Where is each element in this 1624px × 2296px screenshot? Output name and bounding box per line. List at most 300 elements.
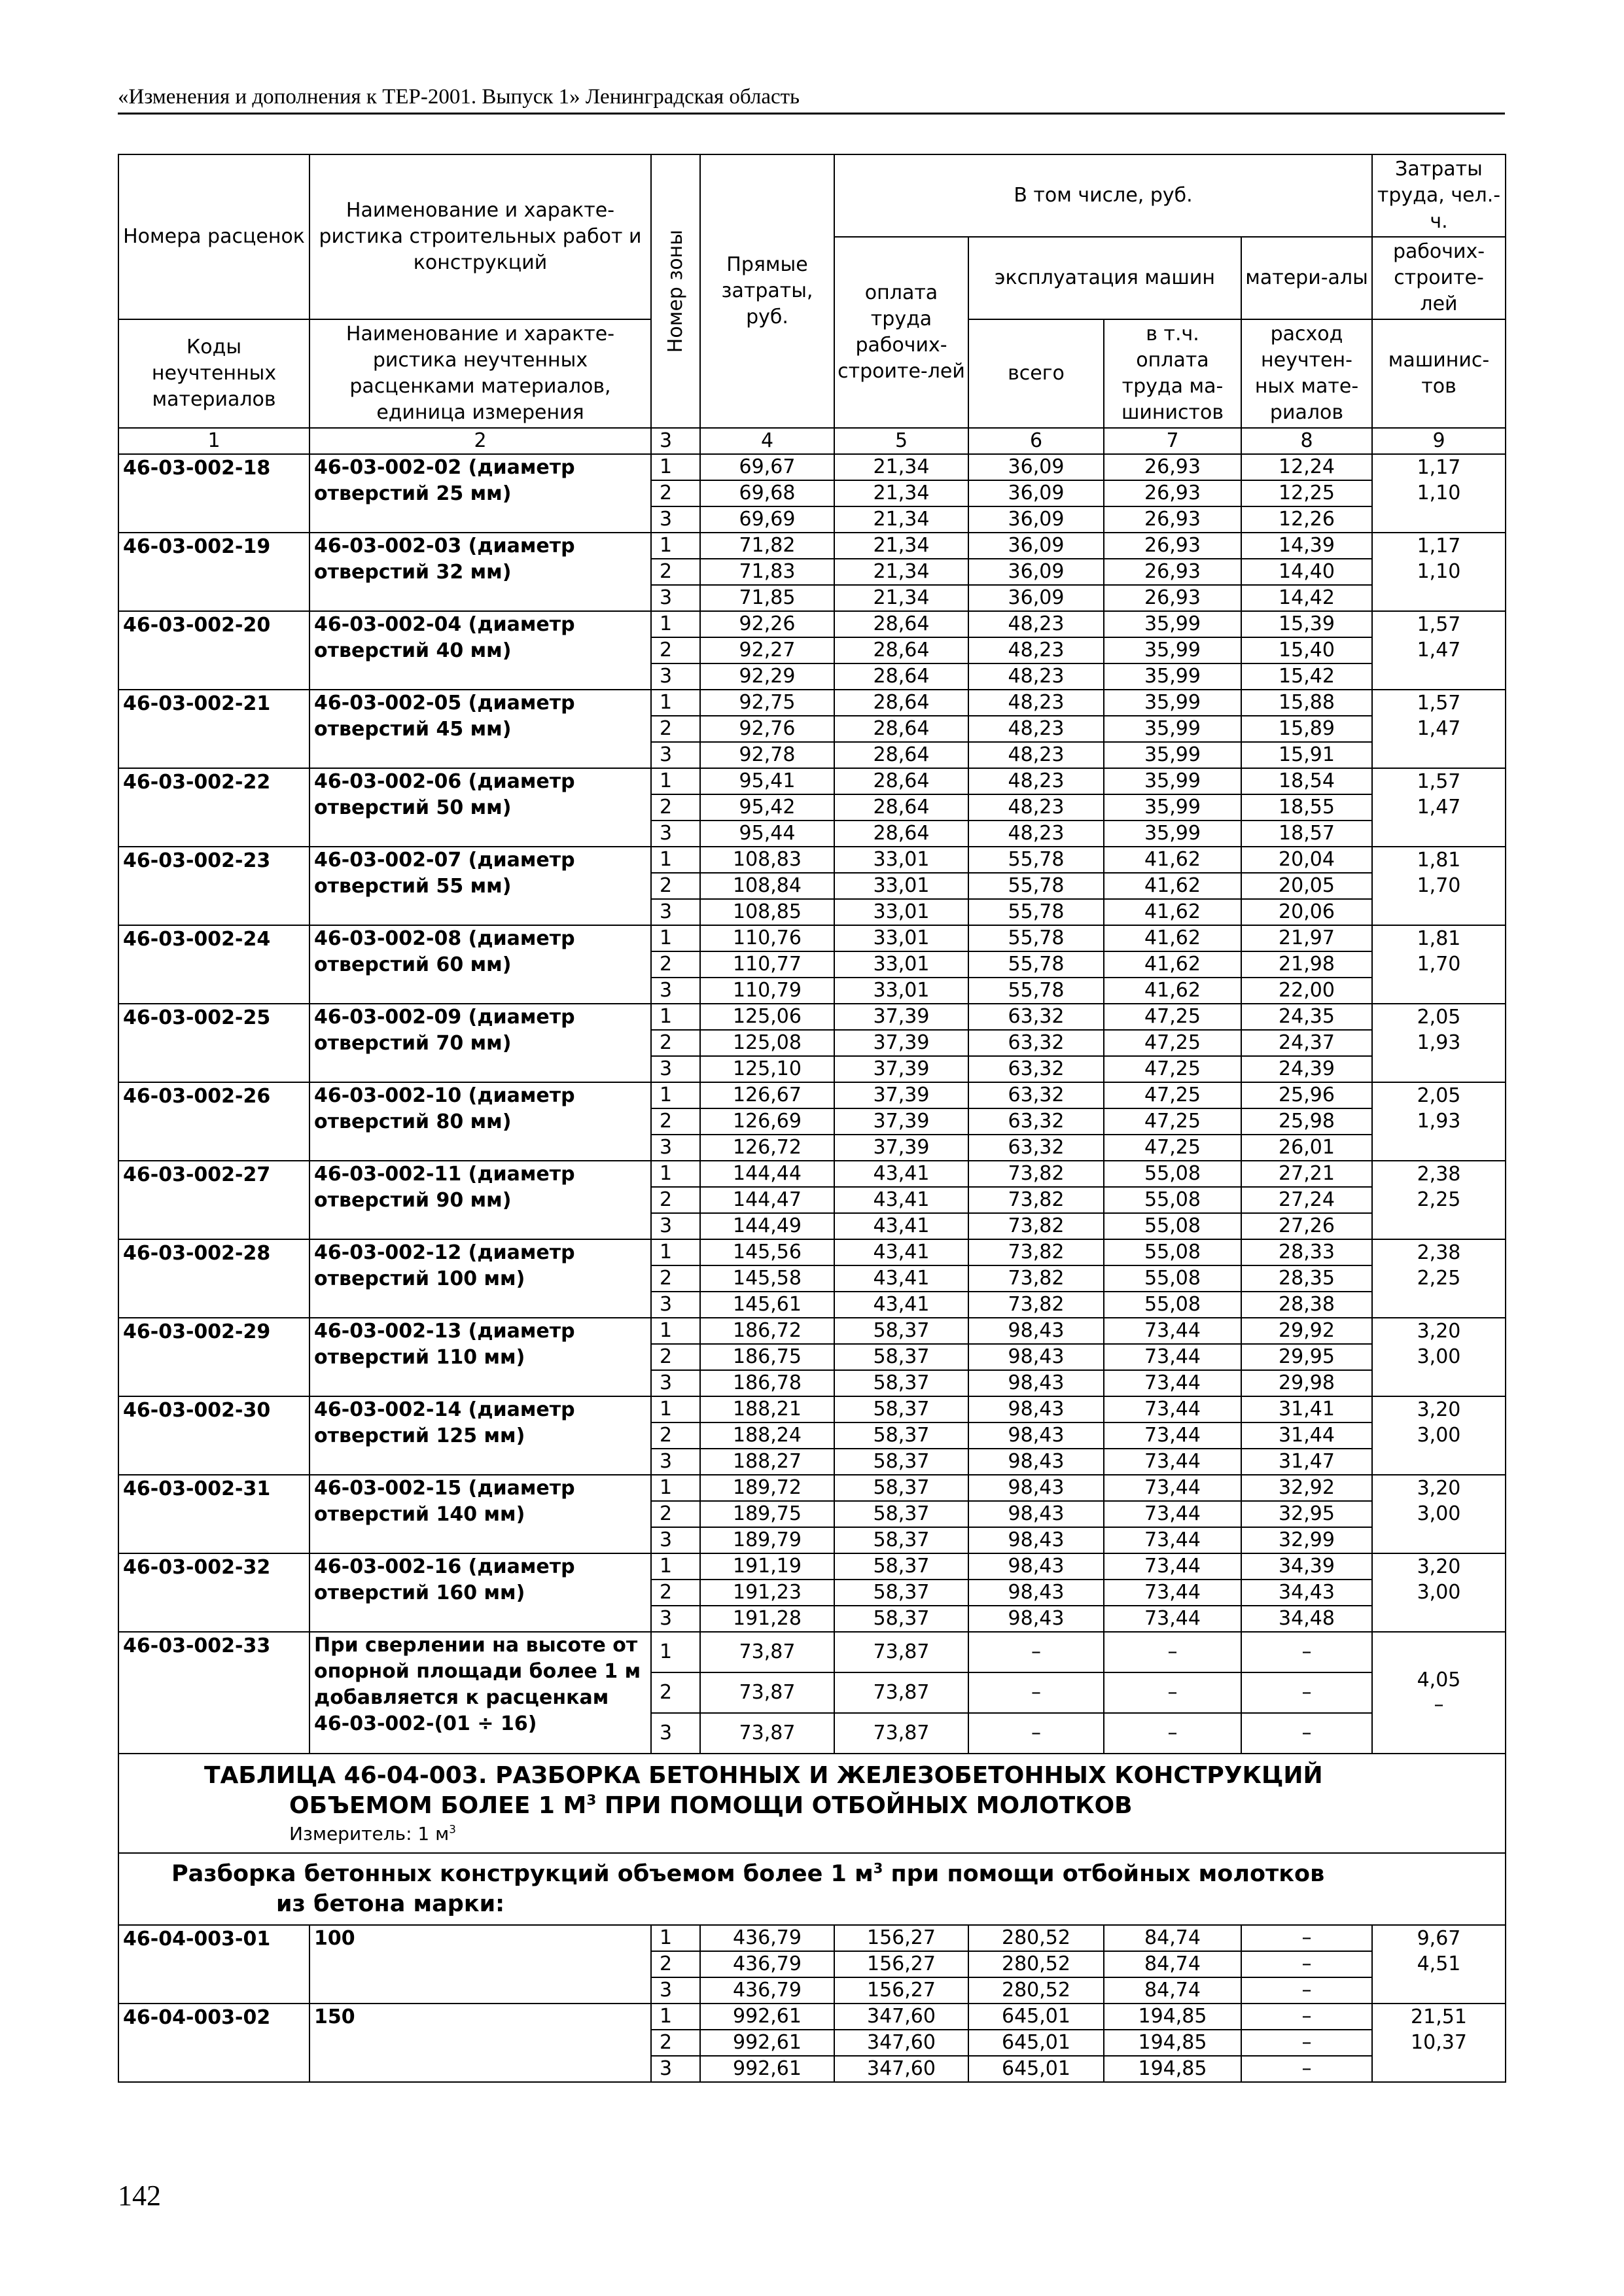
th-including: В том числе, руб. [834,154,1372,237]
machine-ops-value: 73,82 [968,1187,1104,1213]
machinists-wages-value: 73,44 [1104,1580,1241,1606]
rates-table [118,154,1506,2083]
direct-costs-value: 189,75 [700,1501,834,1527]
materials-value: 34,48 [1241,1606,1372,1632]
machinists-wages-value: 41,62 [1104,978,1241,1004]
zone-number: 2 [651,1344,700,1370]
labor-value: 1,10 [1372,480,1506,506]
machinists-wages-value: 84,74 [1104,1925,1241,1951]
col-num: 2 [309,428,651,454]
table-row [118,1318,1506,1344]
rate-name: 46-03-002-07 (диаметр отверстий 55 мм) [309,847,651,925]
wages-value: 156,27 [834,1925,968,1951]
machinists-wages-value: 35,99 [1104,821,1241,847]
materials-value: 24,35 [1241,1004,1372,1030]
machine-ops-value: – [968,1672,1104,1713]
labor-value [1372,821,1506,847]
materials-value: 15,39 [1241,611,1372,637]
zone-number: 1 [651,2004,700,2030]
wages-value: 347,60 [834,2056,968,2082]
machine-ops-value: 98,43 [968,1553,1104,1580]
table-row [118,533,1506,559]
col-num: 1 [118,428,309,454]
zone-number: 3 [651,1977,700,2004]
materials-value: 29,92 [1241,1318,1372,1344]
labor-value: 3,00 [1372,1580,1506,1606]
machine-ops-value: 98,43 [968,1580,1104,1606]
machine-ops-value: 55,78 [968,873,1104,899]
machine-ops-value: 36,09 [968,454,1104,480]
zone-number: 3 [651,1449,700,1475]
machine-ops-value: 73,82 [968,1265,1104,1292]
direct-costs-value: 126,69 [700,1108,834,1135]
materials-value: 34,43 [1241,1580,1372,1606]
labor-value: 1,17 [1372,533,1506,559]
materials-value: – [1241,1713,1372,1754]
machine-ops-value: 98,43 [968,1422,1104,1449]
machinists-wages-value: 35,99 [1104,768,1241,794]
rate-name: При сверлении на высоте от опорной площади более 1 м добавляется к расценкам 46-03-002-(01 ÷ 16) [309,1632,651,1754]
header-row-1 [118,154,1506,237]
labor-value: 2,25 [1372,1265,1506,1292]
machinists-wages-value: 35,99 [1104,742,1241,768]
labor-value: 1,81 [1372,847,1506,873]
rate-name: 46-03-002-04 (диаметр отверстий 40 мм) [309,611,651,690]
zone-number: 1 [651,1553,700,1580]
zone-number: 1 [651,454,700,480]
direct-costs-value: 992,61 [700,2056,834,2082]
materials-value: 15,89 [1241,716,1372,742]
machinists-wages-value: 73,44 [1104,1396,1241,1422]
direct-costs-value: 145,58 [700,1265,834,1292]
rate-name: 46-03-002-13 (диаметр отверстий 110 мм) [309,1318,651,1396]
machinists-wages-value: 47,25 [1104,1004,1241,1030]
materials-value: – [1241,1632,1372,1672]
wages-value: 33,01 [834,978,968,1004]
materials-value: 18,55 [1241,794,1372,821]
machine-ops-value: 36,09 [968,480,1104,506]
labor-value: 1,70 [1372,951,1506,978]
table-row [118,1475,1506,1501]
materials-value: 20,05 [1241,873,1372,899]
labor-value: 2,25 [1372,1187,1506,1213]
zone-number: 2 [651,637,700,663]
wages-value: 37,39 [834,1030,968,1056]
subsection-title-cell [118,1853,1506,1925]
machinists-wages-value: 55,08 [1104,1292,1241,1318]
wages-value: 21,34 [834,533,968,559]
col-num: 6 [968,428,1104,454]
labor-value [1372,663,1506,690]
materials-value: 31,41 [1241,1396,1372,1422]
wages-value: 73,87 [834,1713,968,1754]
table-row [118,690,1506,716]
labor-value [1372,585,1506,611]
direct-costs-value: 110,76 [700,925,834,951]
rate-name: 46-03-002-06 (диаметр отверстий 50 мм) [309,768,651,847]
machinists-wages-value: 73,44 [1104,1344,1241,1370]
labor-value [1372,1527,1506,1553]
zone-number: 2 [651,1030,700,1056]
direct-costs-value: 125,06 [700,1004,834,1030]
direct-costs-value: 71,85 [700,585,834,611]
wages-value: 33,01 [834,899,968,925]
rate-name: 46-03-002-08 (диаметр отверстий 60 мм) [309,925,651,1004]
labor-value: 1,10 [1372,559,1506,585]
labor-value: 4,51 [1372,1951,1506,1977]
machine-ops-value: 48,23 [968,821,1104,847]
machine-ops-value: 48,23 [968,663,1104,690]
machine-ops-value: 48,23 [968,716,1104,742]
rate-code: 46-03-002-33 [118,1632,309,1754]
direct-costs-value: 145,56 [700,1239,834,1265]
direct-costs-value: 188,24 [700,1422,834,1449]
direct-costs-value: 186,72 [700,1318,834,1344]
zone-number: 1 [651,611,700,637]
direct-costs-value: 125,08 [700,1030,834,1056]
th-labor-costs: Затраты труда, чел.-ч. [1372,154,1506,237]
rate-code: 46-03-002-25 [118,1004,309,1082]
machinists-wages-value: 55,08 [1104,1239,1241,1265]
zone-number: 3 [651,2056,700,2082]
materials-value: – [1241,1925,1372,1951]
direct-costs-value: 126,72 [700,1135,834,1161]
wages-value: 43,41 [834,1187,968,1213]
section-title-cell [118,1754,1506,1853]
machinists-wages-value: 194,85 [1104,2056,1241,2082]
materials-value: 32,95 [1241,1501,1372,1527]
th-zone-label: Номер зоны [663,229,687,353]
rate-code: 46-03-002-22 [118,768,309,847]
table-row [118,1553,1506,1580]
machine-ops-value: 98,43 [968,1606,1104,1632]
labor-value: 1,81 [1372,925,1506,951]
machinists-wages-value: 73,44 [1104,1370,1241,1396]
col-num: 8 [1241,428,1372,454]
labor-value [1372,1135,1506,1161]
machine-ops-value: 98,43 [968,1475,1104,1501]
wages-value: 58,37 [834,1553,968,1580]
rate-name: 150 [309,2004,651,2082]
materials-value: 29,98 [1241,1370,1372,1396]
materials-value: 34,39 [1241,1553,1372,1580]
th-machinists-wages: в т.ч. оплата труда ма-шинистов [1104,319,1241,428]
wages-value: 58,37 [834,1318,968,1344]
wages-value: 33,01 [834,951,968,978]
zone-number: 2 [651,1672,700,1713]
direct-costs-value: 125,10 [700,1056,834,1082]
machinists-wages-value: – [1104,1713,1241,1754]
materials-value: 15,91 [1241,742,1372,768]
section-measure-text: Измеритель: 1 м [289,1823,450,1845]
materials-value: 32,99 [1241,1527,1372,1553]
labor-value: 3,20 [1372,1318,1506,1344]
wages-value: 156,27 [834,1951,968,1977]
wages-value: 43,41 [834,1292,968,1318]
machinists-wages-value: 73,44 [1104,1501,1241,1527]
wages-value: 28,64 [834,663,968,690]
direct-costs-value: 992,61 [700,2030,834,2056]
labor-value [1372,1449,1506,1475]
rate-name: 46-03-002-14 (диаметр отверстий 125 мм) [309,1396,651,1475]
labor-value: 1,57 [1372,611,1506,637]
direct-costs-value: 436,79 [700,1951,834,1977]
th-wages: оплата труда рабочих-строите-лей [834,237,968,428]
wages-value: 37,39 [834,1082,968,1108]
machinists-wages-value: 55,08 [1104,1265,1241,1292]
machinists-wages-value: 35,99 [1104,794,1241,821]
labor-value: 3,20 [1372,1553,1506,1580]
labor-value [1372,1977,1506,2004]
rate-code: 46-03-002-26 [118,1082,309,1161]
zone-number: 2 [651,716,700,742]
zone-number: 1 [651,768,700,794]
wages-value: 28,64 [834,742,968,768]
zone-number: 1 [651,1239,700,1265]
wages-value: 21,34 [834,454,968,480]
th-work-name: Наименование и характе-ристика строительных работ и конструкций [309,154,651,319]
rate-name: 46-03-002-15 (диаметр отверстий 140 мм) [309,1475,651,1553]
machinists-wages-value: 73,44 [1104,1606,1241,1632]
zone-number: 2 [651,1265,700,1292]
th-zone [651,154,700,428]
materials-value: 27,24 [1241,1187,1372,1213]
materials-value: 24,39 [1241,1056,1372,1082]
zone-number: 3 [651,1370,700,1396]
table-row [118,1632,1506,1672]
table-row [118,454,1506,480]
labor-value: 3,00 [1372,1344,1506,1370]
wages-value: 28,64 [834,637,968,663]
machinists-wages-value: 26,93 [1104,480,1241,506]
machine-ops-value: 55,78 [968,899,1104,925]
rate-name: 46-03-002-02 (диаметр отверстий 25 мм) [309,454,651,533]
col-num: 9 [1372,428,1506,454]
labor-value [1372,1370,1506,1396]
zone-number: 2 [651,794,700,821]
labor-value [1372,742,1506,768]
materials-value: 22,00 [1241,978,1372,1004]
direct-costs-value: 110,79 [700,978,834,1004]
wages-value: 37,39 [834,1004,968,1030]
direct-costs-value: 186,78 [700,1370,834,1396]
machine-ops-value: 48,23 [968,742,1104,768]
labor-machinists-value: – [1434,1693,1444,1716]
labor-value: 1,70 [1372,873,1506,899]
wages-value: 37,39 [834,1108,968,1135]
materials-value: 15,42 [1241,663,1372,690]
subsection-line1 [171,1859,1453,1889]
materials-value: 25,98 [1241,1108,1372,1135]
labor-value: 3,00 [1372,1501,1506,1527]
column-numbers-row [118,428,1506,454]
wages-value: 37,39 [834,1135,968,1161]
labor-value: 1,47 [1372,637,1506,663]
section-row [118,1754,1506,1853]
materials-value: 28,38 [1241,1292,1372,1318]
table-row [118,1082,1506,1108]
materials-value: – [1241,2056,1372,2082]
machine-ops-value: 55,78 [968,951,1104,978]
subsection-line1-b: при помощи отбойных молотков [883,1861,1325,1887]
materials-value: 27,21 [1241,1161,1372,1187]
direct-costs-value: 108,84 [700,873,834,899]
section-title-line2 [204,1791,1466,1821]
machine-ops-value: 73,82 [968,1292,1104,1318]
machinists-wages-value: 35,99 [1104,611,1241,637]
machinists-wages-value: 26,93 [1104,559,1241,585]
wages-value: 21,34 [834,585,968,611]
section-title-line2-a: ОБЪЕМОМ БОЛЕЕ 1 М [289,1792,587,1819]
wages-value: 58,37 [834,1370,968,1396]
machine-ops-value: 73,82 [968,1161,1104,1187]
rate-name: 46-03-002-16 (диаметр отверстий 160 мм) [309,1553,651,1632]
rate-code: 46-03-002-31 [118,1475,309,1553]
rate-name: 46-03-002-09 (диаметр отверстий 70 мм) [309,1004,651,1082]
materials-value: 15,40 [1241,637,1372,663]
rate-name: 46-03-002-12 (диаметр отверстий 100 мм) [309,1239,651,1318]
th-codes: Коды неучтенных материалов [118,319,309,428]
zone-number: 1 [651,1475,700,1501]
zone-number: 3 [651,663,700,690]
direct-costs-value: 189,79 [700,1527,834,1553]
direct-costs-value: 73,87 [700,1713,834,1754]
machine-ops-value: 36,09 [968,533,1104,559]
direct-costs-value: 108,85 [700,899,834,925]
zone-number: 3 [651,1213,700,1239]
machinists-wages-value: 84,74 [1104,1977,1241,2004]
machinists-wages-value: 84,74 [1104,1951,1241,1977]
wages-value: 73,87 [834,1672,968,1713]
labor-value [1372,978,1506,1004]
machine-ops-value: 63,32 [968,1082,1104,1108]
labor-value: 10,37 [1372,2030,1506,2056]
labor-value: 3,00 [1372,1422,1506,1449]
zone-number: 1 [651,1161,700,1187]
machine-ops-value: 98,43 [968,1449,1104,1475]
labor-value: 1,57 [1372,768,1506,794]
wages-value: 58,37 [834,1422,968,1449]
materials-value: 18,57 [1241,821,1372,847]
wages-value: 347,60 [834,2030,968,2056]
direct-costs-value: 69,68 [700,480,834,506]
materials-value: 24,37 [1241,1030,1372,1056]
th-total: всего [968,319,1104,428]
wages-value: 33,01 [834,925,968,951]
table-row [118,1239,1506,1265]
direct-costs-value: 186,75 [700,1344,834,1370]
table-row [118,611,1506,637]
machine-ops-value: 63,32 [968,1056,1104,1082]
machinists-wages-value: 55,08 [1104,1161,1241,1187]
wages-value: 58,37 [834,1501,968,1527]
zone-number: 2 [651,559,700,585]
direct-costs-value: 144,49 [700,1213,834,1239]
zone-number: 1 [651,847,700,873]
machinists-wages-value: 35,99 [1104,690,1241,716]
wages-value: 43,41 [834,1161,968,1187]
direct-costs-value: 144,44 [700,1161,834,1187]
machine-ops-value: 280,52 [968,1977,1104,2004]
materials-value: 14,42 [1241,585,1372,611]
direct-costs-value: 189,72 [700,1475,834,1501]
running-header: «Изменения и дополнения к ТЕР-2001. Выпуск 1» Ленинградская область [118,85,800,109]
direct-costs-value: 191,23 [700,1580,834,1606]
zone-number: 2 [651,1187,700,1213]
machinists-wages-value: 41,62 [1104,847,1241,873]
wages-value: 58,37 [834,1527,968,1553]
labor-value [1372,1213,1506,1239]
labor-value: 3,20 [1372,1396,1506,1422]
direct-costs-value: 191,19 [700,1553,834,1580]
zone-number: 1 [651,1082,700,1108]
machine-ops-value: – [968,1713,1104,1754]
wages-value: 28,64 [834,768,968,794]
rate-name: 100 [309,1925,651,2004]
wages-value: 156,27 [834,1977,968,2004]
labor-workers-value: 4,05 [1417,1669,1461,1691]
col-num: 5 [834,428,968,454]
machine-ops-value: 36,09 [968,585,1104,611]
materials-value: – [1241,1977,1372,2004]
labor-value: 3,20 [1372,1475,1506,1501]
machine-ops-value: 55,78 [968,847,1104,873]
th-workers: рабочих-строите-лей [1372,237,1506,319]
table-row [118,768,1506,794]
labor-value [1372,1292,1506,1318]
zone-number: 3 [651,506,700,533]
machine-ops-value: 55,78 [968,978,1104,1004]
zone-number: 3 [651,742,700,768]
wages-value: 58,37 [834,1396,968,1422]
machine-ops-value: 36,09 [968,506,1104,533]
labor-value [1372,506,1506,533]
machine-ops-value: 98,43 [968,1501,1104,1527]
direct-costs-value: 73,87 [700,1632,834,1672]
machine-ops-value: 98,43 [968,1396,1104,1422]
subsection-sup: 3 [873,1860,883,1877]
section-measure-sup: 3 [449,1822,456,1836]
materials-value: 20,06 [1241,899,1372,925]
labor-value [1372,1606,1506,1632]
materials-value: – [1241,1672,1372,1713]
machinists-wages-value: 41,62 [1104,925,1241,951]
wages-value: 33,01 [834,873,968,899]
direct-costs-value: 92,76 [700,716,834,742]
direct-costs-value: 108,83 [700,847,834,873]
machine-ops-value: 73,82 [968,1213,1104,1239]
rate-code: 46-04-003-01 [118,1925,309,2004]
machine-ops-value: 73,82 [968,1239,1104,1265]
rate-code: 46-03-002-21 [118,690,309,768]
labor-value: 2,05 [1372,1004,1506,1030]
th-machine-ops: эксплуатация машин [968,237,1241,319]
machine-ops-value: 98,43 [968,1344,1104,1370]
zone-number: 2 [651,951,700,978]
materials-value: 25,96 [1241,1082,1372,1108]
subsection-line2: из бетона марки: [276,1891,505,1917]
machinists-wages-value: 47,25 [1104,1082,1241,1108]
zone-number: 3 [651,1056,700,1082]
direct-costs-value: 69,67 [700,454,834,480]
machinists-wages-value: 73,44 [1104,1318,1241,1344]
zone-number: 2 [651,1580,700,1606]
machinists-wages-value: 26,93 [1104,454,1241,480]
table-row [118,1925,1506,1951]
machinists-wages-value: 35,99 [1104,637,1241,663]
materials-value: 27,26 [1241,1213,1372,1239]
machinists-wages-value: 26,93 [1104,506,1241,533]
